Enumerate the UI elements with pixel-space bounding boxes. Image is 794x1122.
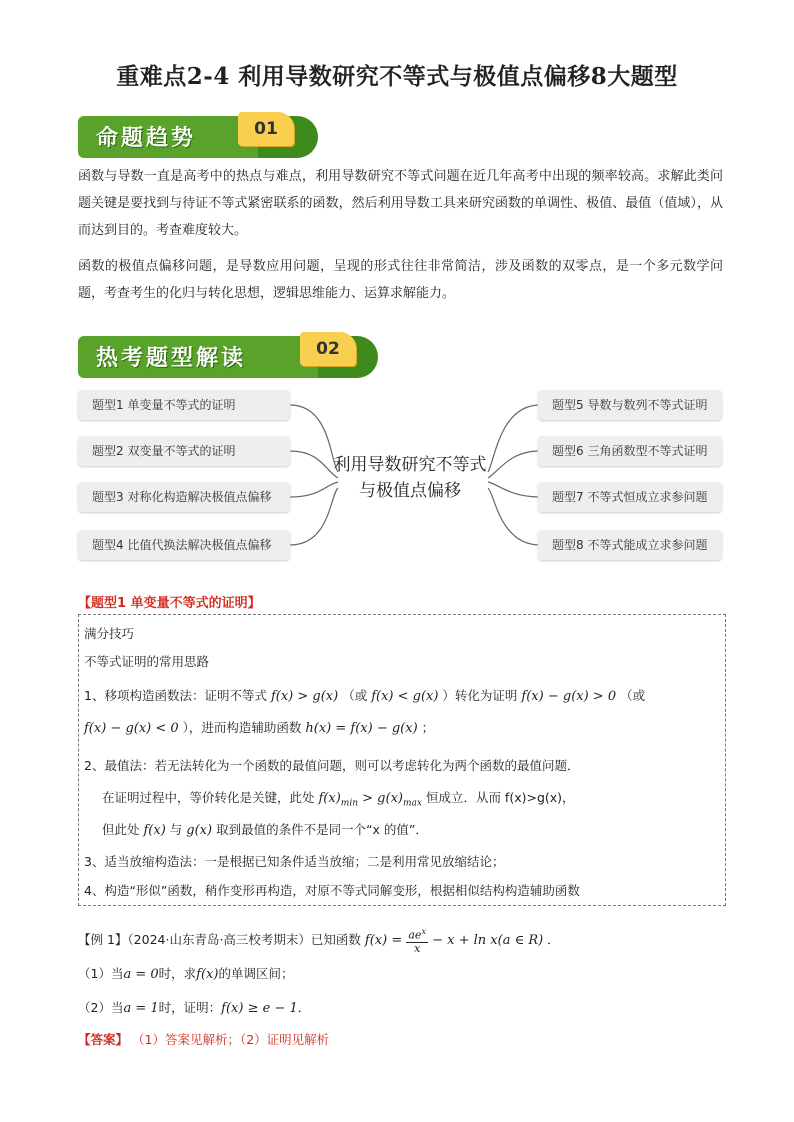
formula: a = 0	[123, 967, 159, 982]
topic-box-2: 题型2 双变量不等式的证明	[78, 436, 290, 466]
formula: h(x) = f(x) − g(x)	[305, 721, 418, 736]
tips-title: 满分技巧	[84, 626, 135, 641]
example-text: ．	[547, 931, 560, 947]
formula: $f(x)_{min} > g(x)_{max}$	[318, 791, 422, 809]
topic-box-7: 题型7 不等式恒成立求参问题	[538, 482, 722, 512]
formula: f(x) ≥ e − 1	[221, 1001, 298, 1016]
intro-paragraph-2: 函数的极值点偏移问题，是导数应用问题，呈现的形式往往非常简洁，涉及函数的双零点，是一个多元数学问题，考查考生的化归与转化思想，逻辑思维能力、运算求解能力。	[78, 259, 723, 301]
intro-paragraph-1: 函数与导数一直是高考中的热点与难点，利用导数研究不等式问题在近几年高考中出现的频率较高。求解此类问题关键是要找到与待证不等式紧密联系的函数，然后利用导数工具来研究函数的单调性、极值、最值（值域），从而达到目的。考查难度较大。	[78, 169, 723, 238]
example-q1: （1）当a = 0时，求f(x)的单调区间；	[78, 966, 294, 982]
method-1-text: （或	[620, 688, 646, 703]
formula: f(x) > g(x)	[270, 689, 339, 704]
section-number-badge: 02	[300, 332, 356, 366]
method-1-line	[84, 686, 645, 704]
method-1-line-cont	[84, 718, 434, 736]
page-title: 重难点2-4 利用导数研究不等式与极值点偏移8大题型	[116, 63, 678, 90]
formula: f(x) − g(x) < 0	[84, 721, 179, 736]
topic-box-1: 题型1 单变量不等式的证明	[78, 390, 290, 420]
method-3-line: 3、适当放缩构造法：一是根据已知条件适当放缩；二是利用常见放缩结论；	[84, 854, 505, 869]
method-1-text: （或	[342, 688, 368, 703]
topic-box-4: 题型4 比值代换法解决极值点偏移	[78, 530, 290, 560]
formula: f(x) − g(x) > 0	[521, 689, 617, 704]
section-number-badge: 01	[238, 112, 294, 146]
example-1-statement	[78, 926, 560, 955]
section-banner-label: 命题趋势	[96, 126, 197, 151]
formula: g(x)	[186, 823, 213, 838]
method-2-text: 但此处	[102, 822, 140, 837]
section-banner-types	[78, 336, 378, 378]
method-1-text: 1、移项构造函数法：证明不等式	[84, 688, 267, 703]
type1-heading: 【题型1 单变量不等式的证明】	[78, 596, 261, 611]
method-2-line-cont2	[102, 820, 428, 838]
formula: f(x)	[196, 967, 219, 982]
formula: f(x) = $ae^x$ x − x + ln x(a ∈ R)	[364, 927, 544, 955]
formula: f(x)	[143, 823, 166, 838]
mindmap-center: 利用导数研究不等式与极值点偏移	[333, 455, 487, 501]
method-1-text: ；	[421, 720, 435, 735]
method-1-text: ），进而构造辅助函数	[182, 720, 302, 735]
section-banner-label: 热考题型解读	[96, 346, 247, 371]
method-2-text: 恒成立．从而 f(x)>g(x)，	[425, 790, 575, 805]
formula: a = 1	[123, 1001, 159, 1016]
topic-box-3: 题型3 对称化构造解决极值点偏移	[78, 482, 290, 512]
topic-box-8: 题型8 不等式能成立求参问题	[538, 530, 722, 560]
example-label: 【例 1】（2024·山东青岛·高三校考期末）已知函数	[78, 931, 361, 947]
method-2-text: 在证明过程中，等价转化是关键，此处	[102, 790, 315, 805]
tips-subtitle: 不等式证明的常用思路	[84, 654, 210, 669]
method-2-text: 取到最值的条件不是同一个“x 的值”．	[216, 822, 428, 837]
method-2-text: 与	[169, 822, 183, 837]
method-4-line: 4、构造“形似”函数，稍作变形再构造，对原不等式同解变形，根据相似结构构造辅助函数	[84, 883, 580, 898]
answer-text: （1）答案见解析；（2）证明见解析	[132, 1032, 330, 1047]
answer-tag: 【答案】	[78, 1032, 129, 1047]
topic-box-6: 题型6 三角函数型不等式证明	[538, 436, 722, 466]
topic-box-5: 题型5 导数与数列不等式证明	[538, 390, 722, 420]
section-banner-trend	[78, 116, 318, 158]
method-2-line-cont	[102, 788, 575, 809]
example-q2: （2）当a = 1时，证明：f(x) ≥ e − 1．	[78, 1000, 311, 1016]
method-2-line: 2、最值法：若无法转化为一个函数的最值问题，则可以考虑转化为两个函数的最值问题．	[84, 758, 580, 773]
example-answer	[78, 1030, 329, 1048]
formula: f(x) < g(x)	[371, 689, 439, 704]
method-1-text: ）转化为证明	[442, 688, 518, 703]
